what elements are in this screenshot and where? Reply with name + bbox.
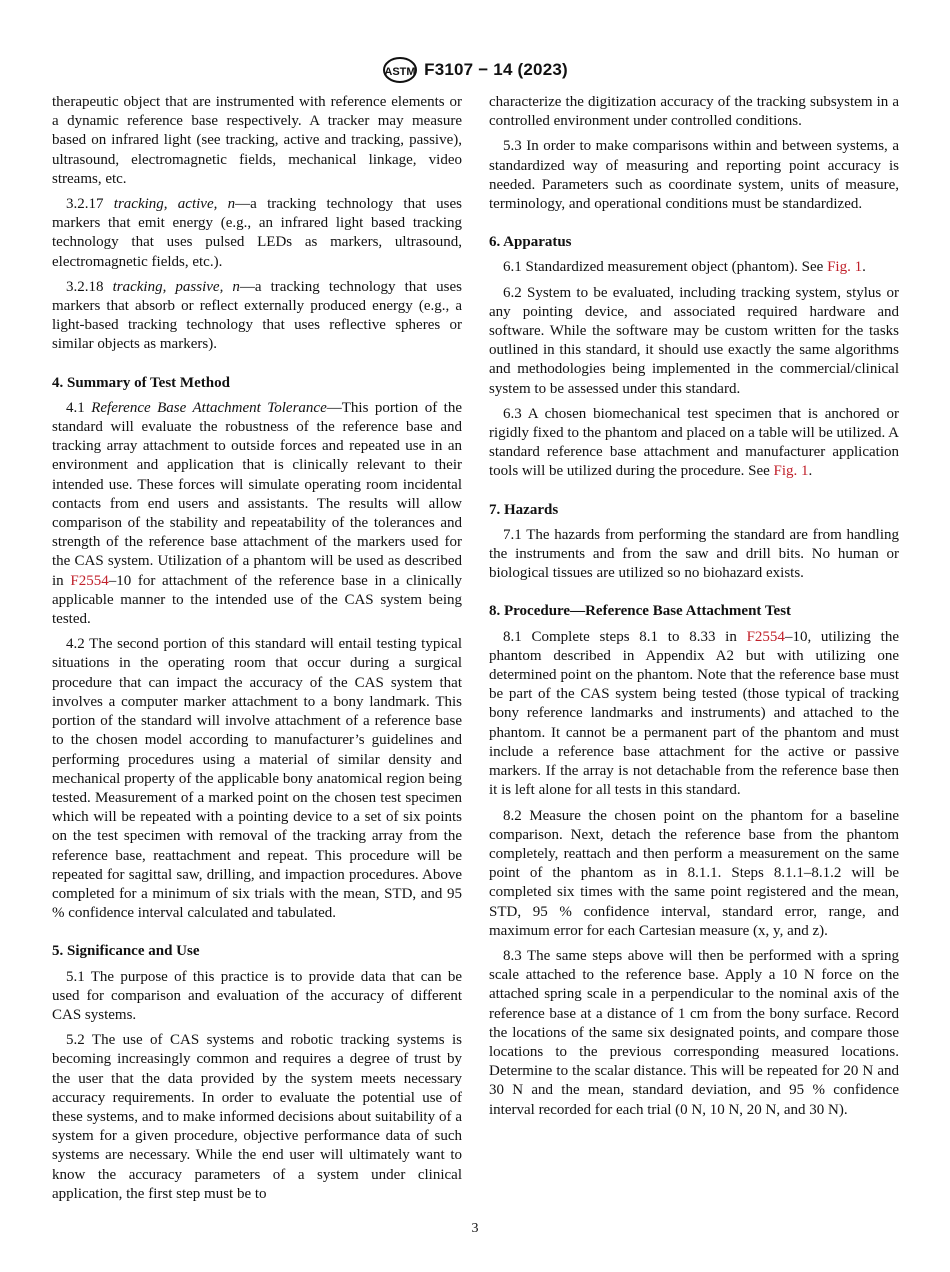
- paragraph: [489, 405, 899, 482]
- section-heading: [489, 233, 899, 252]
- text-run: tracking, active, n: [113, 196, 236, 213]
- paragraph: [52, 399, 462, 629]
- text-run: 8.3 The same steps above will then be performed with a spring scale attached to the reference base. Apply a 10 N force on the attached spring scale in a perpendicular to the nominal axis of the reference base at a distance of 1 cm from the bony surface. Record the locations of the same six designated points, and compare those locations to the previous corresponding measured locations. Determine to the scalar distance. This will be repeated for 20 N and 30 N and the mean, standard deviation, and 95 % confidence interval recorded for each trial (0 N, 10 N, 20 N, and 30 N).: [489, 947, 899, 1118]
- text-run: 8.2 Measure the chosen point on the phantom for a baseline comparison. Next, detach the reference base from the phantom completely, reattach and then perform a measurement on the same point of the phantom as in 8.1.1. Steps 8.1.1–8.1.2 will be completed six times with the same point registered and the mean, STD, 95 % confidence interval, standard error, range, and maximum error for each Cartesian measure (x, y, and z).: [489, 807, 899, 939]
- text-run: tracking, passive, n: [112, 278, 240, 295]
- text-run: 8.1 Complete steps 8.1 to 8.33 in: [503, 628, 747, 645]
- reference-link[interactable]: Fig. 1: [827, 259, 863, 276]
- text-run: –10 for attachment of the reference base in a clinically applicable manner to the intended use of the CAS system being tested.: [52, 572, 462, 628]
- paragraph: [489, 947, 899, 1120]
- text-run: 6.1 Standardized measurement object (phantom). See: [503, 259, 828, 276]
- document-id: F3107 − 14 (2023): [424, 60, 568, 79]
- text-run: therapeutic object that are instrumented with reference elements or a dynamic reference base respectively. A tracker may measure based on infrared light (see tracking, active and tracking, passive), ultrasound, electromagnetic fields, mechanical linkage, video streams, etc.: [52, 94, 462, 187]
- text-run: 8. Procedure—Reference Base Attachment Test: [489, 603, 792, 620]
- text-run: 5.2 The use of CAS systems and robotic tracking systems is becoming increasingly common and requires a degree of trust by the user that the data provided by the system meets necessary accuracy requirements. In order to evaluate the potential use of these systems, and to make informed decisions about suitability of a system for a given procedure, objective performance data of such systems are necessary. While the end user will ultimately want to know the accuracy parameters of a system under clinical application, the first step must be to: [52, 1032, 462, 1202]
- paragraph: [52, 195, 462, 272]
- paragraph: [52, 635, 462, 923]
- astm-logo-icon: [382, 56, 418, 84]
- page-number: 3: [471, 1221, 479, 1236]
- paragraph: [52, 93, 462, 189]
- text-run: .: [808, 463, 813, 480]
- left-column: [52, 93, 462, 1210]
- text-run: 3.2.17: [66, 196, 114, 213]
- reference-link[interactable]: F2554: [70, 572, 109, 589]
- paragraph: [52, 968, 462, 1026]
- text-run: 5.3 In order to make comparisons within and between systems, a standardized way of measuring and reporting point accuracy is needed. Parameters such as coordinate system, units of measure, terminology, and operational conditions must be standardized.: [489, 138, 899, 213]
- section-heading: [52, 374, 462, 393]
- page-header: [0, 56, 950, 84]
- text-run: Reference Base Attachment Tolerance: [91, 399, 327, 416]
- text-run: 7.1 The hazards from performing the standard are from handling the instruments and from the saw and drill bits. No human or biological tissues are utilized so no biohazard exists.: [489, 526, 899, 582]
- text-run: 4. Summary of Test Method: [52, 374, 230, 391]
- reference-link[interactable]: Fig. 1: [773, 463, 809, 480]
- paragraph: [52, 278, 462, 355]
- text-run: —This portion of the standard will evaluate the robustness of the reference base and tracking array attachment to outside forces and repeated use in an environment and application that is clinically relevant to their intended use. These forces will simulate operating room incidental contacts from end users and assistants. The results will allow comparison of the stability and repeatability of the tolerances and strength of the reference base attachment of the markers used for the CAS system. Utilization of a phantom will be used as described in: [52, 399, 462, 589]
- paragraph: [489, 526, 899, 584]
- paragraph: [52, 1031, 462, 1204]
- right-column: [489, 93, 899, 1126]
- section-heading: [52, 942, 462, 961]
- text-run: 6.2 System to be evaluated, including tracking system, stylus or any pointing device, and associated required hardware and software. While the software may be custom written for the tasks outlined in this standard, it should use exactly the same algorithms and methodologies being implemented in the commercial/clinical system to be assessed under this standard.: [489, 284, 899, 397]
- text-run: .: [862, 259, 866, 276]
- paragraph: [489, 628, 899, 801]
- text-run: characterize the digitization accuracy of the tracking subsystem in a controlled environment under controlled conditions.: [489, 94, 899, 130]
- svg-text:ASTM: ASTM: [384, 66, 416, 78]
- text-run: 6. Apparatus: [489, 234, 572, 251]
- paragraph: [489, 137, 899, 214]
- text-run: 5. Significance and Use: [52, 943, 200, 960]
- text-run: 6.3 A chosen biomechanical test specimen that is anchored or rigidly fixed to the phantom and placed on a table will be utilized. A standard reference base attachment and manufacturer application tools will be utilized during the procedure. See: [489, 405, 899, 480]
- paragraph: [489, 807, 899, 941]
- text-run: 4.2 The second portion of this standard will entail testing typical situations in the operating room that occur during a surgical procedure that can impact the accuracy of the CAS system that involves a computer marker attachment to a bony landmark. This portion of the standard will involve attachment of a reference base to the chosen model according to manufacturer’s guidelines and performing procedures using a material of similar density and mechanical property of the applicable bony anatomical region being tested. Measurement of a marked point on the chosen test specimen which will be repeated with a pointing device to a set of six points on the test specimen with removal of the tracking array from the reference base, reattachment and repeat. This procedure will be repeated for sagittal saw, drilling, and impaction procedures. Above completed for a minimum of six trials with the mean, STD, and 95 % confidence interval calculated and tabulated.: [52, 636, 462, 922]
- text-run: 3.2.18: [66, 278, 113, 295]
- text-run: 4.1: [66, 399, 92, 416]
- reference-link[interactable]: F2554: [746, 628, 785, 645]
- paragraph: [489, 284, 899, 399]
- section-heading: [489, 501, 899, 520]
- text-run: —a tracking technology that uses markers that emit energy (e.g., an infrared light based tracking technology that uses pulsed LEDs as markers, ultrasound, electromagnetic fields, etc.).: [52, 196, 463, 270]
- text-run: —a tracking technology that uses markers that absorb or reflect externally produced energy (e.g., a light-based tracking technology that uses reflective spheres or similar objects as markers).: [52, 278, 463, 353]
- text-run: 5.1 The purpose of this practice is to provide data that can be used for comparison and evaluation of the accuracy of different CAS systems.: [52, 968, 462, 1023]
- paragraph: [489, 93, 899, 131]
- text-run: –10, utilizing the phantom described in Appendix A2 but with utilizing one determined point on the phantom. Note that the reference base must be part of the CAS system being tested (those typical of tracking bony reference landmarks and instruments) and attached to the phantom. It cannot be a permanent part of the phantom and must include a reference base attachment for the active or passive markers. If the array is not detachable from the reference base then it is left alone for all tests in this standard.: [489, 628, 899, 799]
- paragraph: [489, 258, 899, 277]
- section-heading: [489, 602, 899, 621]
- text-run: 7. Hazards: [489, 501, 559, 518]
